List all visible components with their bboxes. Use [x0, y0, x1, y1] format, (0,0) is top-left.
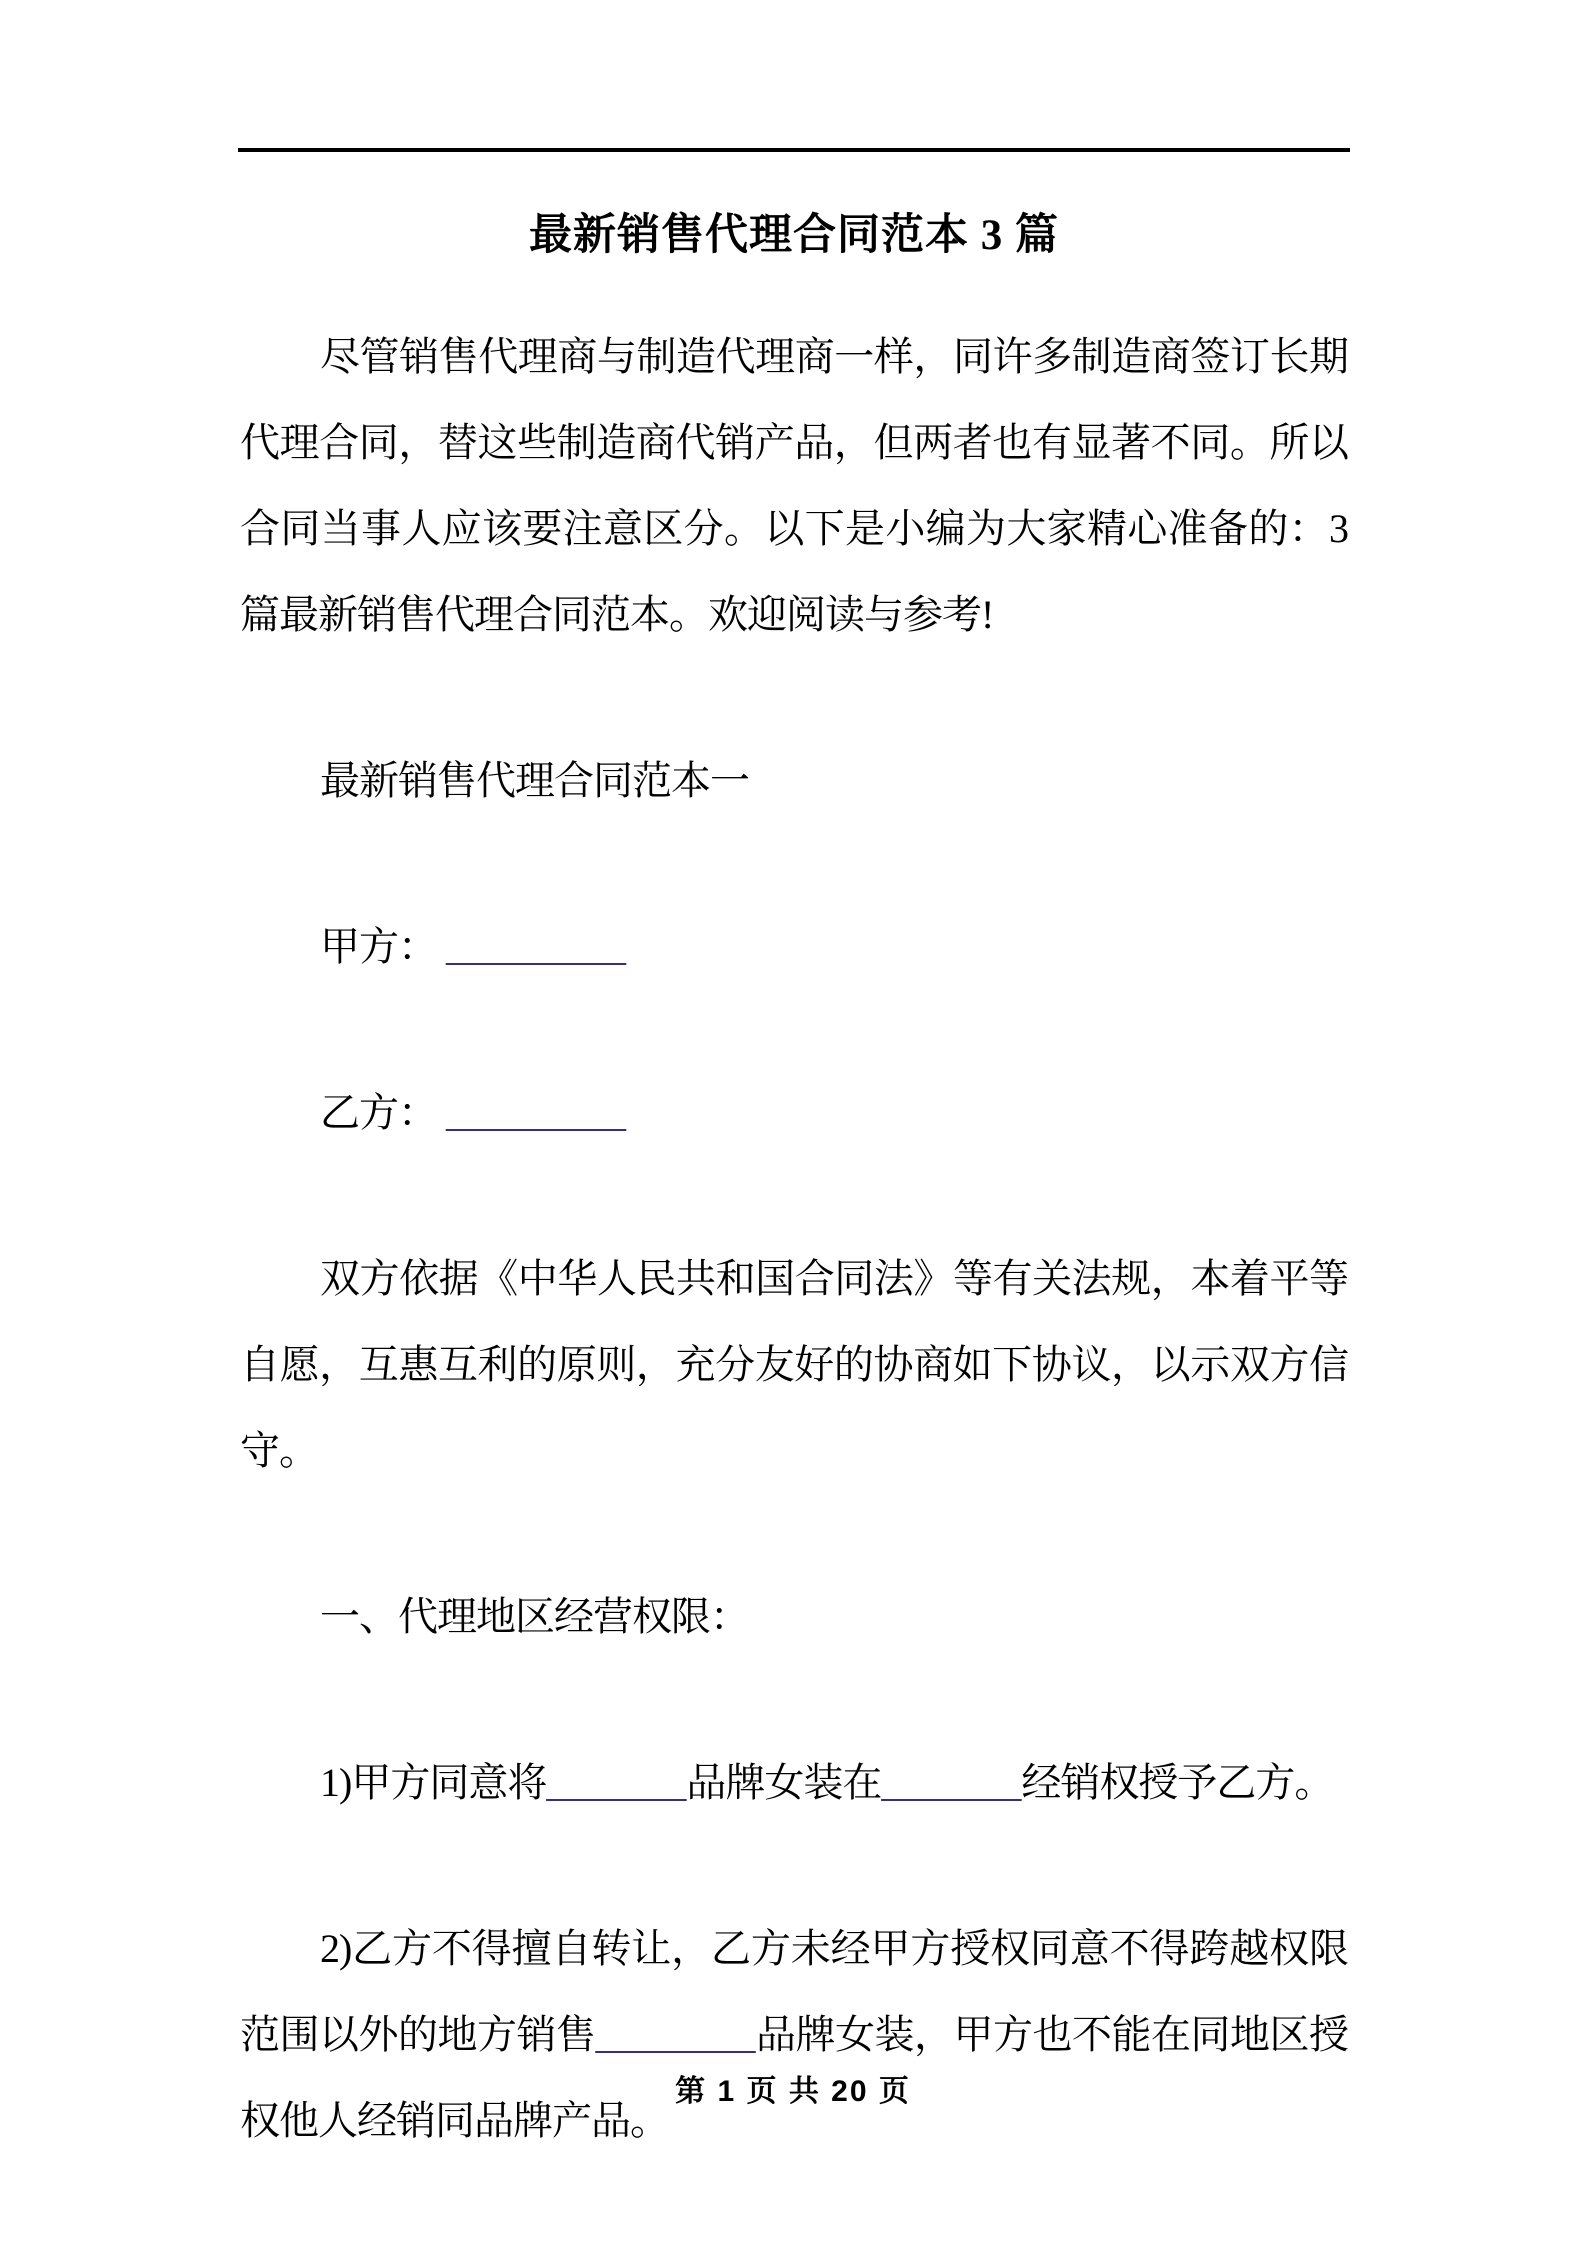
text-segment: 乙方：	[320, 1090, 446, 1135]
text-segment: 甲方：	[320, 924, 446, 969]
header-rule	[238, 148, 1350, 152]
blank-field: _______	[546, 1760, 687, 1805]
document-title: 最新销售代理合同范本 3 篇	[529, 212, 1059, 259]
clause-one-heading	[240, 1574, 1348, 1660]
blank-field: ________	[595, 2012, 756, 2057]
blank-field: _________	[446, 1090, 626, 1135]
intro-paragraph	[240, 314, 1348, 658]
text-segment: 尽管销售代理商与制造代理商一样，同许多制造商签订长期代理合同，替这些制造商代销产品，但两者也有显著不同。所以合同当事人应该要注意区分。以下是小编为大家精心准备的：3 篇最新销售代理合同范本。欢迎阅读与参考!	[240, 334, 1348, 637]
party-a-line	[240, 904, 1348, 990]
text-segment: 一、代理地区经营权限：	[320, 1594, 749, 1639]
party-b-line	[240, 1070, 1348, 1156]
document-body	[240, 314, 1348, 2164]
clause-one-item-2	[240, 1906, 1348, 2164]
text-segment: 双方依据《中华人民共和国合同法》等有关法规，本着平等自愿，互惠互利的原则，充分友好的协商如下协议，以示双方信守。	[240, 1256, 1348, 1473]
text-segment: 经销权授予乙方。	[1021, 1760, 1334, 1805]
page-footer: 第 1 页 共 20 页	[675, 2075, 911, 2108]
basis-paragraph	[240, 1236, 1348, 1494]
blank-field: _________	[446, 924, 626, 969]
text-segment: 1)甲方同意将	[320, 1760, 547, 1805]
text-segment: 品牌女装在	[686, 1760, 882, 1805]
blank-field: _______	[881, 1760, 1022, 1805]
sample-one-heading	[240, 738, 1348, 824]
text-segment: 2)乙方不得擅自转让，乙方未经甲方授权同意不得跨越权限范围以外的地方销售	[240, 1926, 1348, 2057]
text-segment: 最新销售代理合同范本一	[320, 758, 749, 803]
clause-one-item-1	[240, 1740, 1348, 1826]
text-segment: 品牌女装，甲方也不能在同地区授权他人经销同品牌产品。	[240, 2012, 1348, 2143]
